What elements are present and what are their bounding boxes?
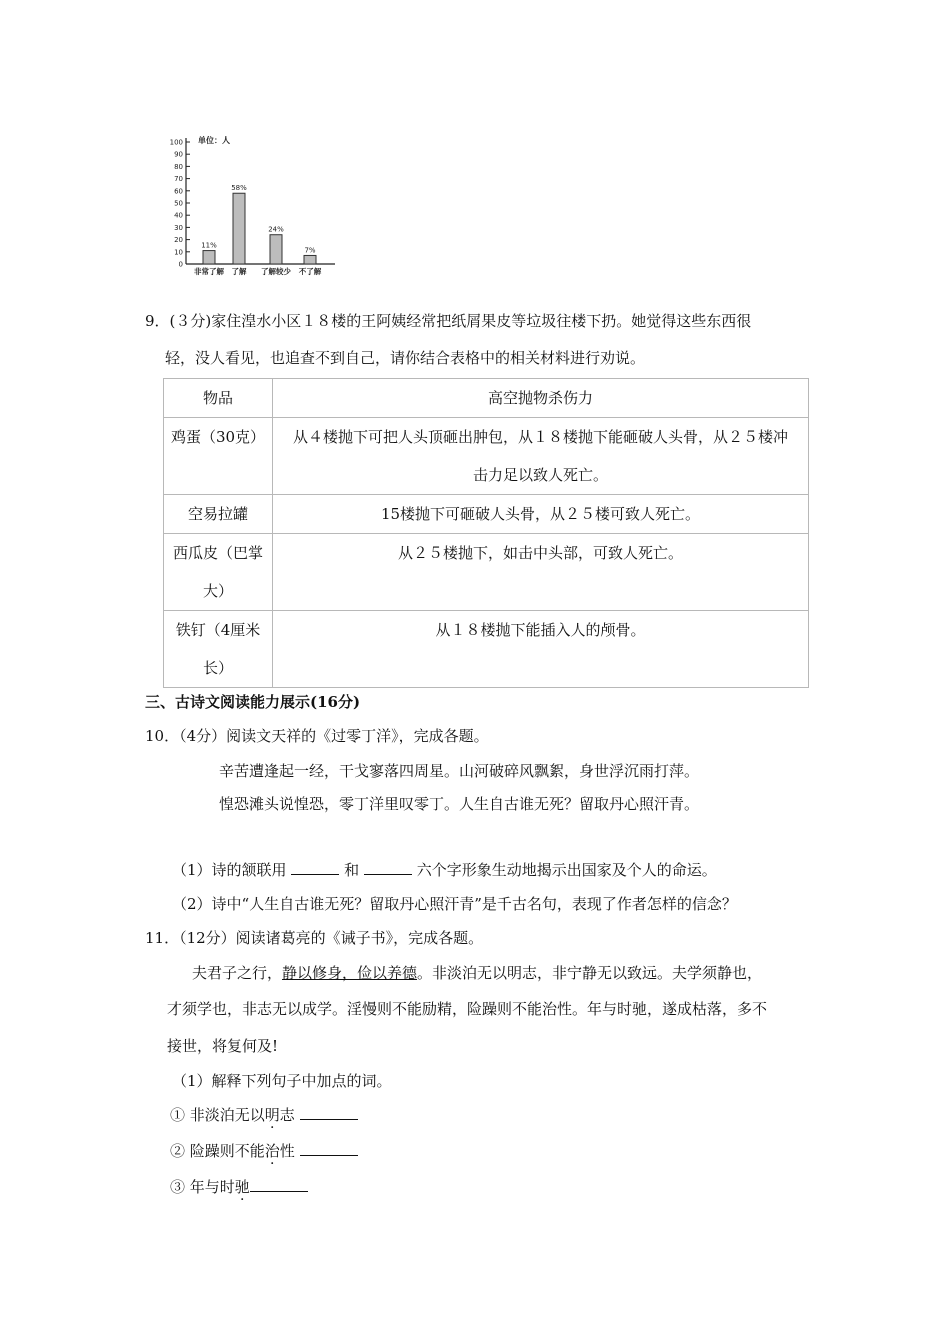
- dotted-char: 治: [264, 1142, 280, 1160]
- table-effect-cell: [273, 495, 809, 534]
- item-text: ② 险躁则不能: [170, 1142, 265, 1160]
- bar: [304, 255, 316, 264]
- bar-data-label: 58%: [231, 184, 247, 193]
- table-row: [164, 534, 809, 611]
- poem-line2: 惶恐滩头说惶恐，零丁洋里叹零丁。人生自古谁无死？留取丹心照汗青。: [219, 795, 700, 813]
- para-text: 夫君子之行，: [192, 964, 283, 982]
- q11-para-line2: 才须学也，非志无以成学。淫慢则不能励精，险躁则不能治性。年与时驰，遂成枯落，多不: [167, 1000, 768, 1018]
- bar-data-label: 11%: [201, 241, 217, 250]
- bar: [233, 193, 245, 264]
- answer-blank[interactable]: [300, 1141, 358, 1156]
- table-row: [164, 495, 809, 534]
- q11-title: 11．（12分）阅读诸葛亮的《诫子书》，完成各题。: [145, 929, 484, 947]
- chart-bars: [194, 184, 322, 276]
- bar-data-label: 24%: [268, 225, 284, 234]
- category-label: 了解较少: [261, 267, 291, 276]
- y-tick-label: 40: [174, 211, 183, 220]
- cell-line: 长）: [202, 659, 233, 677]
- q9-line2: 轻，没人看见，也追查不到自己，请你结合表格中的相关材料进行劝说。: [165, 349, 646, 367]
- q11-item1: [170, 1104, 358, 1125]
- bar: [270, 235, 282, 264]
- q10-sub2: （2）诗中“人生自古谁无死？留取丹心照汗青”是千古名句，表现了作者怎样的信念？: [172, 895, 737, 913]
- dotted-char: 驰: [234, 1178, 250, 1196]
- q9-line1: 9．(３分)家住湟水小区１８楼的王阿姨经常把纸屑果皮等垃圾往楼下扔。她觉得这些东西很: [145, 312, 752, 330]
- answer-blank[interactable]: [291, 860, 339, 875]
- cell-line: 从１８楼抛下能插入人的颅骨。: [435, 621, 646, 639]
- table-effect-cell: [273, 534, 809, 611]
- table-item-cell: [164, 418, 273, 495]
- q10-sub1-tail: 六个字形象生动地揭示出国家及个人的命运。: [416, 861, 717, 879]
- q11-para-line3: 接世，将复何及!: [167, 1037, 279, 1055]
- cell-line: 从２５楼抛下，如击中头部，可致人死亡。: [397, 544, 683, 562]
- answer-blank[interactable]: [364, 860, 412, 875]
- hazard-table: [163, 378, 809, 688]
- y-tick-label: 70: [174, 175, 183, 184]
- y-tick-label: 30: [174, 223, 183, 232]
- table-effect-cell: [273, 611, 809, 688]
- poem-line1: 辛苦遭逢起一经，干戈寥落四周星。山河破碎风飘絮，身世浮沉雨打萍。: [219, 762, 700, 780]
- table-header-cell: 高空抛物杀伤力: [273, 379, 809, 418]
- y-tick-label: 100: [169, 138, 183, 147]
- bar: [203, 251, 215, 264]
- cell-line: 从４楼抛下可把人头顶砸出肿包，从１８楼抛下能砸破人头骨，从２５楼冲: [292, 428, 788, 446]
- cell-line: 西瓜皮（巴掌: [172, 544, 263, 562]
- y-tick-label: 60: [174, 187, 183, 196]
- cell-line: 铁钉（4厘米: [175, 621, 261, 639]
- survey-bar-chart: [150, 128, 350, 278]
- q10-title: 10．（4分）阅读文天祥的《过零丁洋》，完成各题。: [145, 727, 489, 745]
- table-row: [164, 418, 809, 495]
- table-item-cell: [164, 534, 273, 611]
- category-label: 不了解: [298, 267, 322, 276]
- q10-sub1-and: 和: [344, 861, 360, 879]
- q11-para-line1: [192, 962, 762, 983]
- item-text: ③ 年与时: [170, 1178, 235, 1196]
- chart-unit-label: 单位：人: [198, 136, 230, 145]
- y-tick-label: 50: [174, 199, 183, 208]
- underlined-phrase: 静以修身，俭以养德: [282, 964, 418, 982]
- cell-line: 空易拉罐: [187, 505, 248, 523]
- cell-line: 15楼抛下可砸破人头骨，从２５楼可致人死亡。: [380, 505, 701, 523]
- category-label: 非常了解: [194, 267, 224, 276]
- category-label: 了解: [231, 267, 247, 276]
- cell-line: 鸡蛋（30克）: [170, 428, 266, 446]
- y-tick-label: 90: [174, 150, 183, 159]
- cell-line: 击力足以致人死亡。: [472, 466, 608, 484]
- table-header-row: [164, 379, 809, 418]
- table-effect-cell: [273, 418, 809, 495]
- q11-item3: [170, 1176, 308, 1197]
- y-tick-label: 10: [174, 248, 183, 257]
- dotted-char: 明: [264, 1106, 280, 1124]
- section3-title: 三、古诗文阅读能力展示(16分): [145, 693, 361, 711]
- table-item-cell: [164, 495, 273, 534]
- answer-blank[interactable]: [300, 1105, 358, 1120]
- q11-sub1: （1）解释下列句子中加点的词。: [172, 1072, 392, 1090]
- answer-blank[interactable]: [250, 1177, 308, 1192]
- table-header-cell: 物品: [164, 379, 273, 418]
- y-tick-label: 20: [174, 236, 183, 245]
- table-item-cell: [164, 611, 273, 688]
- item-text: 志: [279, 1106, 295, 1124]
- para-text: 。非淡泊无以明志，非宁静无以致远。夫学须静也，: [417, 964, 763, 982]
- y-tick-label: 0: [178, 260, 183, 269]
- q10-sub1-text: （1）诗的颔联用: [172, 861, 287, 879]
- item-text: ① 非淡泊无以: [170, 1106, 265, 1124]
- item-text: 性: [279, 1142, 295, 1160]
- cell-line: 大）: [202, 582, 233, 600]
- bar-data-label: 7%: [304, 246, 316, 255]
- q11-item2: [170, 1140, 358, 1161]
- y-tick-label: 80: [174, 162, 183, 171]
- q10-sub1: [172, 859, 717, 880]
- table-row: [164, 611, 809, 688]
